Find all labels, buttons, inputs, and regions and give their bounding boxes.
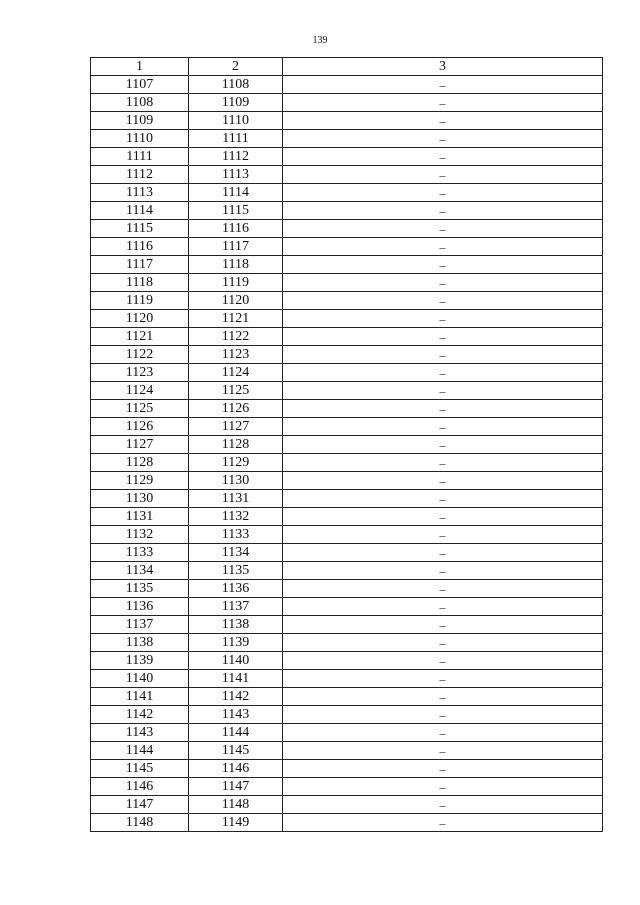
table-row xyxy=(91,292,603,310)
cell-col-3: – xyxy=(283,580,603,598)
table-row xyxy=(91,238,603,256)
cell-col-2: 1129 xyxy=(189,454,283,472)
cell-col-1: 1134 xyxy=(91,562,189,580)
cell-col-2: 1115 xyxy=(189,202,283,220)
cell-col-2: 1143 xyxy=(189,706,283,724)
cell-col-2: 1114 xyxy=(189,184,283,202)
cell-col-1: 1114 xyxy=(91,202,189,220)
table-row xyxy=(91,598,603,616)
table-row xyxy=(91,274,603,292)
table-row xyxy=(91,760,603,778)
cell-col-3: – xyxy=(283,382,603,400)
table-row xyxy=(91,796,603,814)
cell-col-3: – xyxy=(283,310,603,328)
cell-col-2: 1111 xyxy=(189,130,283,148)
cell-col-1: 1122 xyxy=(91,346,189,364)
cell-col-3: – xyxy=(283,814,603,832)
cell-col-1: 1123 xyxy=(91,364,189,382)
cell-col-2: 1136 xyxy=(189,580,283,598)
cell-col-2: 1108 xyxy=(189,76,283,94)
cell-col-3: – xyxy=(283,418,603,436)
cell-col-2: 1137 xyxy=(189,598,283,616)
cell-col-3: – xyxy=(283,454,603,472)
table-row xyxy=(91,670,603,688)
cell-col-3: – xyxy=(283,796,603,814)
table-body xyxy=(91,76,603,832)
cell-col-3: – xyxy=(283,166,603,184)
cell-col-3: – xyxy=(283,652,603,670)
table-row xyxy=(91,724,603,742)
cell-col-1: 1125 xyxy=(91,400,189,418)
cell-col-3: – xyxy=(283,238,603,256)
cell-col-3: – xyxy=(283,202,603,220)
cell-col-1: 1128 xyxy=(91,454,189,472)
cell-col-3: – xyxy=(283,364,603,382)
table-row xyxy=(91,76,603,94)
cell-col-2: 1128 xyxy=(189,436,283,454)
cell-col-2: 1131 xyxy=(189,490,283,508)
cell-col-3: – xyxy=(283,616,603,634)
table-row xyxy=(91,436,603,454)
table-row xyxy=(91,652,603,670)
table-row xyxy=(91,508,603,526)
table-row xyxy=(91,112,603,130)
cell-col-2: 1133 xyxy=(189,526,283,544)
cell-col-2: 1146 xyxy=(189,760,283,778)
cell-col-2: 1123 xyxy=(189,346,283,364)
cell-col-1: 1109 xyxy=(91,112,189,130)
cell-col-1: 1124 xyxy=(91,382,189,400)
cell-col-3: – xyxy=(283,184,603,202)
cell-col-2: 1112 xyxy=(189,148,283,166)
table-row xyxy=(91,166,603,184)
cell-col-1: 1119 xyxy=(91,292,189,310)
cell-col-1: 1147 xyxy=(91,796,189,814)
cell-col-2: 1126 xyxy=(189,400,283,418)
cell-col-3: – xyxy=(283,148,603,166)
cell-col-3: – xyxy=(283,634,603,652)
table-row xyxy=(91,364,603,382)
cell-col-3: – xyxy=(283,76,603,94)
column-header-2: 2 xyxy=(189,58,283,76)
cell-col-1: 1112 xyxy=(91,166,189,184)
table-row xyxy=(91,184,603,202)
cell-col-1: 1111 xyxy=(91,148,189,166)
table-row xyxy=(91,544,603,562)
table-header xyxy=(91,58,603,76)
cell-col-1: 1137 xyxy=(91,616,189,634)
cell-col-2: 1134 xyxy=(189,544,283,562)
table-row xyxy=(91,526,603,544)
cell-col-1: 1118 xyxy=(91,274,189,292)
cell-col-2: 1140 xyxy=(189,652,283,670)
table-row xyxy=(91,328,603,346)
cell-col-3: – xyxy=(283,760,603,778)
cell-col-1: 1145 xyxy=(91,760,189,778)
table-row xyxy=(91,130,603,148)
cell-col-3: – xyxy=(283,346,603,364)
cell-col-1: 1130 xyxy=(91,490,189,508)
cell-col-2: 1122 xyxy=(189,328,283,346)
data-table xyxy=(90,57,603,832)
cell-col-3: – xyxy=(283,256,603,274)
cell-col-1: 1140 xyxy=(91,670,189,688)
cell-col-2: 1120 xyxy=(189,292,283,310)
table-row xyxy=(91,562,603,580)
cell-col-2: 1132 xyxy=(189,508,283,526)
cell-col-2: 1139 xyxy=(189,634,283,652)
cell-col-3: – xyxy=(283,472,603,490)
table-row xyxy=(91,580,603,598)
table-row xyxy=(91,490,603,508)
cell-col-3: – xyxy=(283,274,603,292)
table-row xyxy=(91,616,603,634)
table-row xyxy=(91,202,603,220)
table-row xyxy=(91,256,603,274)
cell-col-3: – xyxy=(283,436,603,454)
column-header-3: 3 xyxy=(283,58,603,76)
cell-col-3: – xyxy=(283,490,603,508)
cell-col-1: 1135 xyxy=(91,580,189,598)
cell-col-1: 1133 xyxy=(91,544,189,562)
cell-col-2: 1124 xyxy=(189,364,283,382)
cell-col-2: 1117 xyxy=(189,238,283,256)
cell-col-1: 1115 xyxy=(91,220,189,238)
cell-col-3: – xyxy=(283,292,603,310)
table-row xyxy=(91,310,603,328)
table-row xyxy=(91,346,603,364)
cell-col-2: 1110 xyxy=(189,112,283,130)
cell-col-2: 1130 xyxy=(189,472,283,490)
cell-col-2: 1118 xyxy=(189,256,283,274)
cell-col-1: 1116 xyxy=(91,238,189,256)
cell-col-2: 1141 xyxy=(189,670,283,688)
cell-col-1: 1132 xyxy=(91,526,189,544)
table-row xyxy=(91,688,603,706)
cell-col-1: 1146 xyxy=(91,778,189,796)
cell-col-3: – xyxy=(283,598,603,616)
cell-col-2: 1109 xyxy=(189,94,283,112)
cell-col-3: – xyxy=(283,706,603,724)
table-row xyxy=(91,148,603,166)
cell-col-1: 1107 xyxy=(91,76,189,94)
cell-col-3: – xyxy=(283,220,603,238)
cell-col-2: 1148 xyxy=(189,796,283,814)
cell-col-1: 1131 xyxy=(91,508,189,526)
cell-col-1: 1139 xyxy=(91,652,189,670)
table-row xyxy=(91,418,603,436)
cell-col-1: 1126 xyxy=(91,418,189,436)
cell-col-1: 1117 xyxy=(91,256,189,274)
cell-col-1: 1136 xyxy=(91,598,189,616)
table-row xyxy=(91,454,603,472)
cell-col-1: 1113 xyxy=(91,184,189,202)
cell-col-3: – xyxy=(283,742,603,760)
cell-col-1: 1120 xyxy=(91,310,189,328)
cell-col-2: 1121 xyxy=(189,310,283,328)
cell-col-2: 1127 xyxy=(189,418,283,436)
table-row xyxy=(91,742,603,760)
table-row xyxy=(91,814,603,832)
cell-col-2: 1145 xyxy=(189,742,283,760)
column-header-1: 1 xyxy=(91,58,189,76)
cell-col-2: 1142 xyxy=(189,688,283,706)
page-number: 139 xyxy=(312,35,328,46)
table-row xyxy=(91,220,603,238)
cell-col-2: 1116 xyxy=(189,220,283,238)
table-row xyxy=(91,706,603,724)
cell-col-3: – xyxy=(283,328,603,346)
table-row xyxy=(91,634,603,652)
cell-col-1: 1129 xyxy=(91,472,189,490)
cell-col-2: 1147 xyxy=(189,778,283,796)
cell-col-2: 1138 xyxy=(189,616,283,634)
cell-col-3: – xyxy=(283,670,603,688)
cell-col-1: 1143 xyxy=(91,724,189,742)
cell-col-1: 1110 xyxy=(91,130,189,148)
cell-col-1: 1138 xyxy=(91,634,189,652)
cell-col-3: – xyxy=(283,688,603,706)
table-row xyxy=(91,382,603,400)
cell-col-3: – xyxy=(283,526,603,544)
cell-col-2: 1125 xyxy=(189,382,283,400)
table-row xyxy=(91,472,603,490)
cell-col-3: – xyxy=(283,544,603,562)
cell-col-3: – xyxy=(283,562,603,580)
header-row xyxy=(91,58,603,76)
cell-col-1: 1121 xyxy=(91,328,189,346)
cell-col-3: – xyxy=(283,130,603,148)
cell-col-1: 1148 xyxy=(91,814,189,832)
cell-col-1: 1141 xyxy=(91,688,189,706)
cell-col-2: 1113 xyxy=(189,166,283,184)
cell-col-2: 1149 xyxy=(189,814,283,832)
cell-col-3: – xyxy=(283,724,603,742)
cell-col-3: – xyxy=(283,400,603,418)
table-row xyxy=(91,94,603,112)
cell-col-3: – xyxy=(283,778,603,796)
cell-col-2: 1144 xyxy=(189,724,283,742)
cell-col-1: 1142 xyxy=(91,706,189,724)
cell-col-2: 1135 xyxy=(189,562,283,580)
table-row xyxy=(91,400,603,418)
table-row xyxy=(91,778,603,796)
cell-col-3: – xyxy=(283,508,603,526)
cell-col-1: 1144 xyxy=(91,742,189,760)
cell-col-1: 1108 xyxy=(91,94,189,112)
cell-col-3: – xyxy=(283,112,603,130)
cell-col-1: 1127 xyxy=(91,436,189,454)
cell-col-2: 1119 xyxy=(189,274,283,292)
cell-col-3: – xyxy=(283,94,603,112)
